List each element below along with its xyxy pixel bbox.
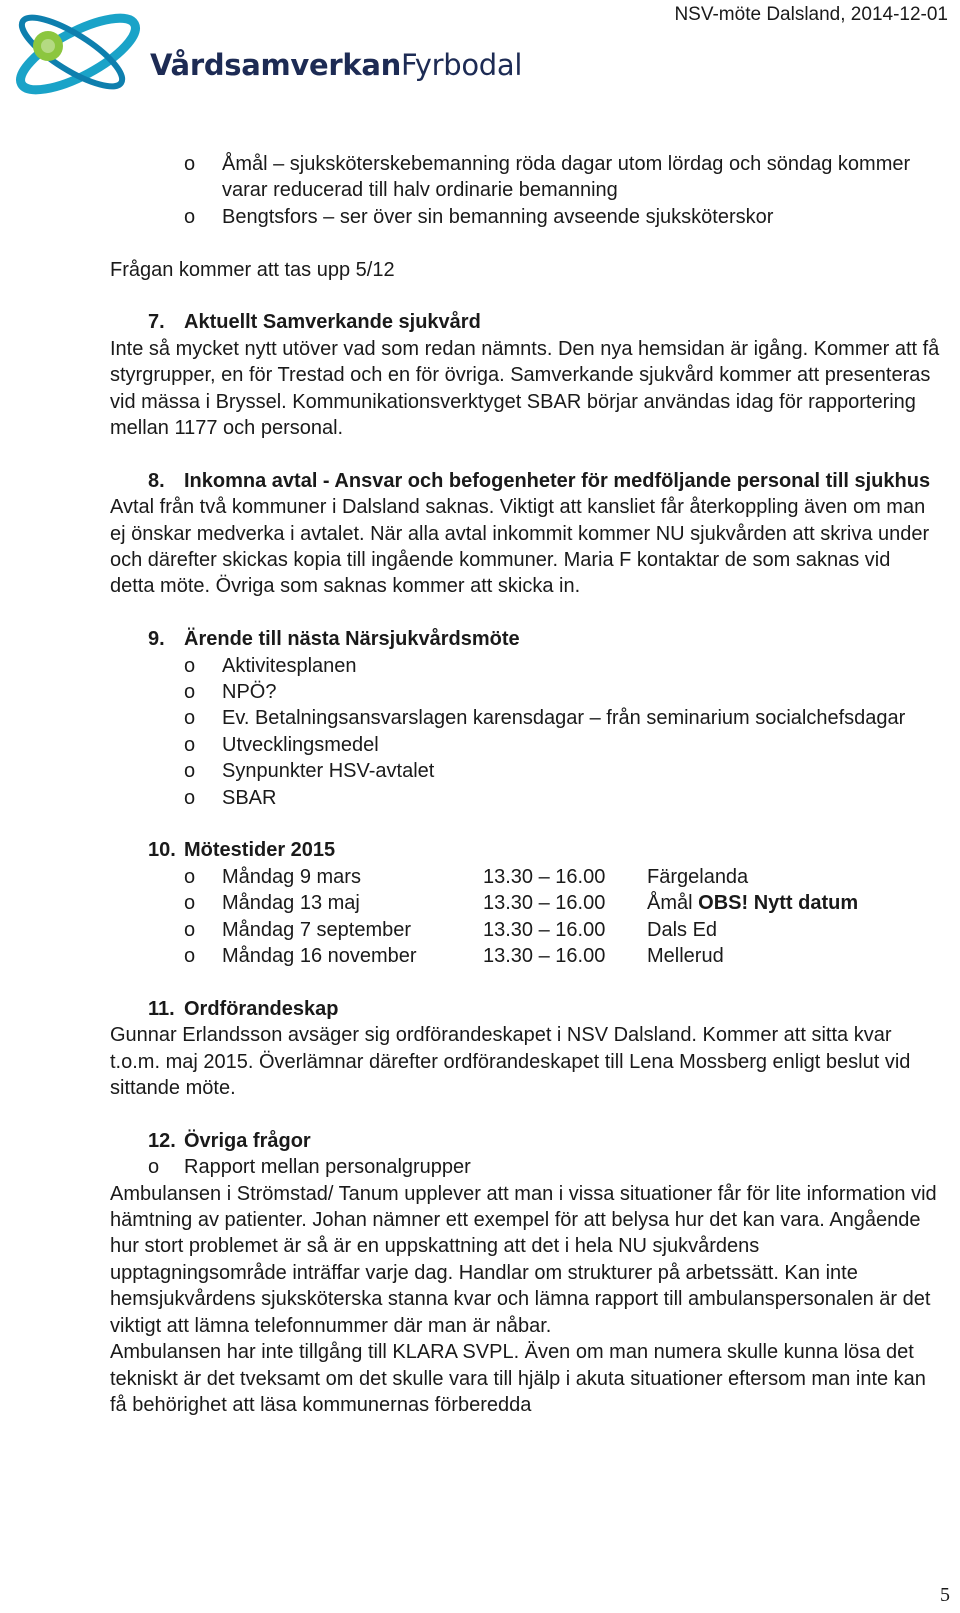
- meeting-place-cell: [647, 890, 858, 916]
- section-number: 12.: [148, 1129, 176, 1152]
- meeting-time: 13.30 – 16.00: [483, 945, 606, 968]
- section-heading-9: [110, 626, 940, 652]
- section-title: Aktuellt Samverkande sjukvård: [184, 311, 481, 334]
- meeting-header: NSV-möte Dalsland, 2014-12-01: [674, 4, 948, 25]
- section-7-text: Inte så mycket nytt utöver vad som redan nämnts. Den nya hemsidan är igång. Kommer att få styrgrupper, en för Trestad och en för övriga. Samverkande sjukvård kommer att presenteras vid mässa i Bryssel. Kommunikationsverktyget SBAR börjar användas idag för rapportering mellan 1177 och personal.: [110, 337, 940, 440]
- section-8-text: Avtal från två kommuner i Dalsland saknas. Viktigt att kansliet får återkoppling även om man ej önskar medverka i avtalet. När alla avtal inkommit kommer NU sjukvården att skriva under och därefter skickas kopia till ingående kommuner. Maria F kontaktar de som saknas vid detta möte. Övriga som saknas kommer att skicka in.: [110, 496, 930, 598]
- list-item-text: Åmål – sjuksköterskebemanning röda dagar utom lördag och söndag kommer varar reducerad till halv ordinarie bemanning: [222, 153, 911, 202]
- logo-wordmark-bold: Vårdsamverkan: [150, 48, 402, 82]
- section-number: 10.: [148, 839, 176, 862]
- meeting-place: Åmål: [647, 892, 693, 915]
- meeting-place: Färgelanda: [647, 865, 749, 888]
- section-number: 11.: [148, 997, 175, 1020]
- list-item: [110, 705, 940, 731]
- section-11-text: Gunnar Erlandsson avsäger sig ordförandeskapet i NSV Dalsland. Kommer att sitta kvar t.o.m. maj 2015. Överlämnar därefter ordförandeskapet till Lena Mossberg enligt beslut vid sittande möte.: [110, 1024, 911, 1100]
- section-title: Ärende till nästa Närsjukvårdsmöte: [184, 628, 520, 651]
- bullet-marker: o: [184, 205, 196, 228]
- list-item: [110, 653, 940, 679]
- bullet-marker: o: [148, 1156, 160, 1179]
- bullet-marker: o: [184, 707, 196, 730]
- bullet-marker: o: [184, 760, 196, 783]
- list-item-text: Aktivitesplanen: [222, 654, 357, 677]
- vardsamverkan-logo-icon: [6, 4, 146, 100]
- section-title: Övriga frågor: [184, 1129, 311, 1152]
- intro-note: Frågan kommer att tas upp 5/12: [110, 258, 395, 281]
- section-title: Inkomna avtal - Ansvar och befogenheter för medföljande personal till sjukhus: [184, 469, 931, 492]
- section-heading-12: [110, 1128, 940, 1154]
- meeting-row: [110, 917, 940, 943]
- section-number: 8.: [148, 469, 165, 492]
- bullet-marker: o: [184, 654, 196, 677]
- list-item: [110, 204, 940, 230]
- meeting-time: 13.30 – 16.00: [483, 918, 606, 941]
- section-heading-7: [110, 309, 940, 335]
- list-item-text: Bengtsfors – ser över sin bemanning avseende sjuksköterskor: [222, 205, 774, 228]
- section-number: 9.: [148, 628, 165, 651]
- section-heading-10: [110, 837, 940, 863]
- section-heading-8: [110, 468, 940, 494]
- list-item-text: SBAR: [222, 786, 277, 809]
- meeting-date: Måndag 9 mars: [222, 865, 361, 888]
- page-number: 5: [940, 1584, 950, 1606]
- bullet-marker: o: [184, 733, 196, 756]
- meeting-date: Måndag 16 november: [222, 945, 417, 968]
- bullet-marker: o: [184, 918, 196, 941]
- section-heading-11: [110, 996, 940, 1022]
- bullet-marker: o: [184, 786, 196, 809]
- list-item: [110, 151, 940, 204]
- bullet-marker: o: [184, 892, 196, 915]
- logo-wordmark: [150, 48, 522, 82]
- section-12-text-2: Ambulansen har inte tillgång till KLARA SVPL. Även om man numera skulle kunna lösa det tekniskt är det tveksamt om det skulle vara till hjälp i akuta situationer eftersom man inte kan få behörighet att läsa kommunernas förberedda: [110, 1341, 926, 1416]
- bullet-marker: o: [184, 945, 196, 968]
- logo-wordmark-light: Fyrbodal: [401, 48, 523, 82]
- document-body: [110, 151, 940, 1418]
- meeting-time: 13.30 – 16.00: [483, 865, 606, 888]
- meeting-date: Måndag 7 september: [222, 918, 412, 941]
- list-item: [110, 732, 940, 758]
- bullet-marker: o: [184, 681, 196, 704]
- meeting-row: [110, 864, 940, 890]
- section-title: Mötestider 2015: [184, 839, 336, 862]
- bullet-marker: o: [184, 865, 196, 888]
- meeting-time: 13.30 – 16.00: [483, 892, 606, 915]
- section-12-text-1: Ambulansen i Strömstad/ Tanum upplever att man i vissa situationer får för lite information vid hämtning av patienter. Johan nämner ett exempel för att belysa hur det kan vara. Angående hur stort problemet är så är en uppskattning att det i hela NU sjukvårdens upptagningsområde inträffar varje dag. Handlar om strukturer på arbetssätt. Kan inte hemsjukvårdens sjuksköterska stanna kvar och lämna rapport till ambulanspersonalen är det viktigt att lämna telefonnummer där man är nåbar.: [110, 1182, 937, 1337]
- list-item-text: NPÖ?: [222, 681, 277, 704]
- section-number: 7.: [148, 311, 165, 334]
- list-item: [110, 1154, 940, 1180]
- section-title: Ordförandeskap: [184, 997, 339, 1020]
- list-item: [110, 758, 940, 784]
- bullet-marker: o: [184, 153, 196, 175]
- list-item: [110, 679, 940, 705]
- meeting-place: Dals Ed: [647, 918, 718, 941]
- list-item-text: Synpunkter HSV-avtalet: [222, 760, 435, 783]
- meeting-date: Måndag 13 maj: [222, 892, 360, 915]
- list-item-text: Ev. Betalningsansvarslagen karensdagar – från seminarium socialchefsdagar: [222, 707, 906, 730]
- list-item: [110, 785, 940, 811]
- list-item-text: Rapport mellan personalgrupper: [184, 1156, 471, 1179]
- meeting-row: [110, 890, 940, 916]
- meeting-row: [110, 943, 940, 969]
- meeting-place: Mellerud: [647, 945, 724, 968]
- meeting-note: OBS! Nytt datum: [698, 892, 859, 915]
- list-item-text: Utvecklingsmedel: [222, 733, 379, 756]
